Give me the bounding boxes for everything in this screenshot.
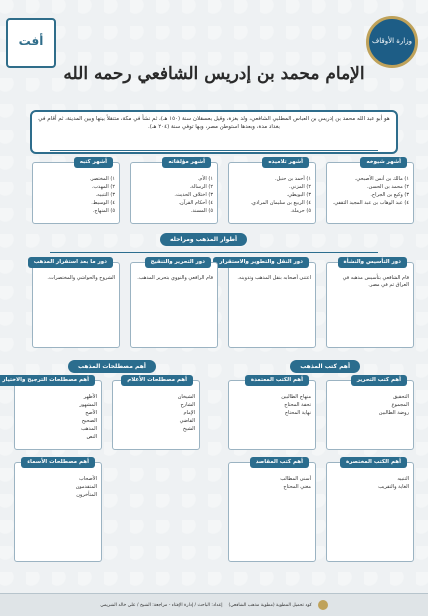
list-item: ٢) الرسالة.: [189, 184, 213, 190]
box-talamidh: [228, 159, 316, 224]
list-item: ٣) البويطي.: [286, 192, 311, 198]
list-item: ٥) المسند.: [190, 208, 213, 214]
box-terms-1: [2, 377, 102, 450]
box-title: أشهر تلاميذه: [262, 157, 309, 168]
box-phase-1: [326, 259, 414, 348]
list-item: ٢) محمد بن الحسن.: [366, 184, 409, 190]
box-kutub: [32, 159, 120, 224]
list-item: الأصحاب: [79, 476, 97, 482]
box-title: أشهر مؤلفاته: [162, 157, 211, 168]
list-item: ٣) التنبيه.: [95, 192, 115, 198]
list-item: ٤) الوسيط.: [91, 200, 115, 206]
box-terms-3: [14, 459, 102, 562]
list-item: المجموع: [391, 402, 409, 408]
box-body: اعتنى أصحابه بنقل المذهب وتدوينه.: [237, 275, 311, 281]
box-phase-3: [130, 259, 218, 348]
list-item: تحفة المحتاج: [284, 402, 311, 408]
list-item: المشهور: [79, 402, 97, 408]
box-title: أهم مصطلحات الأعلام: [121, 375, 193, 386]
ministry-logo: وزارة الأوقاف: [366, 16, 418, 68]
box-mualafat: [130, 159, 218, 224]
box-title: دور ما بعد استقرار المذهب: [28, 257, 113, 268]
list-item: ٣) وكيع بن الجراح.: [370, 192, 409, 198]
box-title: دور التحرير والتنقيح: [145, 257, 211, 268]
madhhab-phases-pill: أطوار المذهب ومراحله: [160, 233, 247, 246]
box-books-4: [228, 459, 316, 562]
footer-credit-text: إعداد: الباحث / إدارة الإفتاء - مراجعة: الشيخ / علي خالد الشريمي: [100, 602, 223, 608]
box-books-2: [228, 377, 316, 450]
list-item: أسنى المطالب: [280, 476, 311, 482]
box-terms-2: [112, 377, 200, 450]
box-books-3: [326, 459, 414, 562]
ifta-logo: أفت: [6, 18, 56, 68]
page-title: الإمام محمد بن إدريس الشافعي رحمه الله: [63, 64, 365, 84]
box-phase-4: [32, 259, 120, 348]
terms-pill: أهم مصطلحات المذهب: [68, 360, 156, 373]
list-item: المذهب: [81, 426, 97, 432]
box-phase-2: [219, 259, 316, 348]
list-item: ٤) عبد الوهاب بن عبد المجيد الثقفي.: [332, 200, 409, 206]
list-item: المتأخرون: [76, 492, 97, 498]
box-body: قام الشافعي بتأسيس مذهبه في العراق ثم في مصر.: [342, 275, 409, 288]
box-title: أهم مصطلحات الأسماء: [21, 457, 95, 468]
list-item: التحقيق: [393, 394, 409, 400]
list-item: القاضي: [179, 418, 195, 424]
list-item: الإمام: [183, 410, 195, 416]
box-books-1: [326, 377, 414, 450]
list-item: المتقدمون: [75, 484, 97, 490]
list-item: النص: [86, 434, 97, 440]
list-item: ٣) اختلاف الحديث.: [174, 192, 213, 198]
list-item: ١) المختصر.: [89, 176, 115, 182]
list-item: الشارح: [180, 402, 195, 408]
box-title: أهم كتب المقاصد: [250, 457, 309, 468]
list-item: ٥) حرملة.: [290, 208, 311, 214]
box-title: أشهر كتبه: [74, 157, 113, 168]
list-item: ١) أحمد بن حنبل.: [274, 176, 311, 182]
books-pill: أهم كتب المذهب: [290, 360, 360, 373]
box-body: قام الرافعي والنووي بتحرير المذهب.: [137, 275, 213, 281]
list-item: ١) الأم.: [197, 176, 213, 182]
list-item: ٤) الربيع بن سليمان المرادي.: [250, 200, 311, 206]
list-item: ٢) المزني.: [289, 184, 311, 190]
list-item: الغاية والتقريب: [378, 484, 409, 490]
box-title: دور التأسيس والنشأة: [338, 257, 407, 268]
footer: [0, 593, 428, 616]
list-item: التنبيه: [397, 476, 409, 482]
box-title: أهم الكتب المختصرة: [340, 457, 407, 468]
list-item: ٢) المهذب.: [91, 184, 115, 190]
list-item: ١) مالك بن أنس الأصبحي.: [354, 176, 409, 182]
box-title: أهم كتب التحرير: [351, 375, 407, 386]
list-item: نهاية المحتاج: [284, 410, 311, 416]
qr-code-icon: [318, 600, 328, 610]
footer-code-text: كود تحميل المطوية (مطوية مذهب الشافعي): [228, 602, 312, 608]
list-item: الأصح: [85, 410, 97, 416]
intro-text: هو أبو عبد الله محمد بن إدريس بن العباس المطلبي الشافعي، ولد بغزة، وقيل بعسقلان سنة (١٥٠ هـ)، ثم نشأ في مكة، متنقلاً بينها وبين المدينة، ثم أقام في بغداد مدة، وبعدها استوطن مصر، وبها توفي سنة (٢٠٤ هـ).: [30, 110, 398, 154]
list-item: روضة الطالبين: [378, 410, 409, 416]
box-body: الشروح والحواشي والمختصرات.: [47, 275, 115, 281]
box-title: أهم الكتب المعتمدة: [245, 375, 309, 386]
list-item: مغني المحتاج: [283, 484, 311, 490]
box-shuyukh: [326, 159, 414, 224]
connector-line: [50, 252, 378, 253]
list-item: ٤) أحكام القرآن.: [178, 200, 213, 206]
box-title: دور النقل والتطوير والاستقرار: [213, 257, 309, 268]
list-item: الصحيح: [81, 418, 97, 424]
connector-line: [50, 150, 378, 151]
list-item: منهاج الطالبين: [281, 394, 311, 400]
box-title: أشهر شيوخه: [360, 157, 407, 168]
list-item: ٥) المنهاج.: [92, 208, 115, 214]
list-item: الشيخان: [177, 394, 195, 400]
box-title: أهم مصطلحات الترجيح والاختيار: [0, 375, 95, 386]
list-item: الشيخ: [182, 426, 195, 432]
list-item: الأظهر: [83, 394, 97, 400]
